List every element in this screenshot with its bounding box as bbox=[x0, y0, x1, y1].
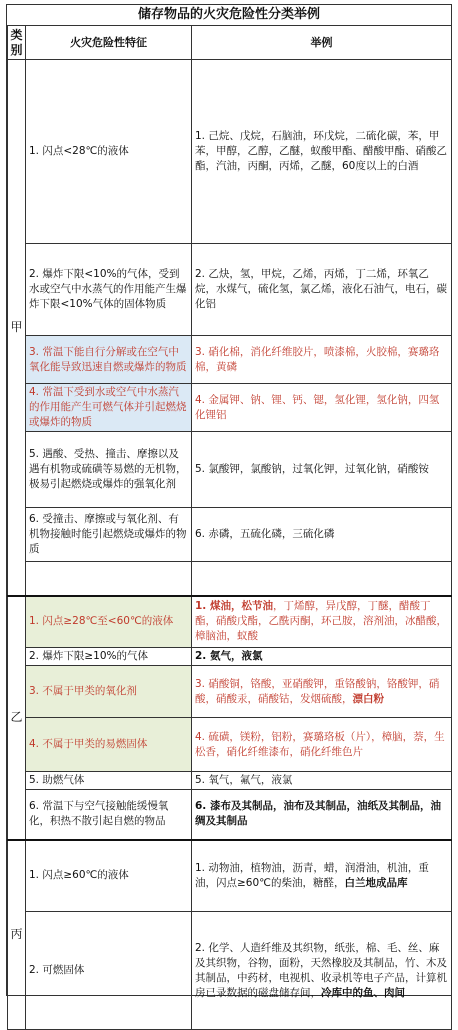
example-rest: ，丁烯醇，异戊醇，丁醚，醋酸丁酯，硝酸戊酯，乙酰丙酮，环己胺，溶剂油，冰醋酸，樟脑油，蚁酸 bbox=[195, 600, 447, 643]
empty-cell bbox=[26, 562, 192, 596]
empty-cell bbox=[192, 562, 452, 596]
table-row bbox=[8, 790, 452, 840]
category-bing: 丙 bbox=[8, 840, 26, 1030]
table-row bbox=[8, 666, 452, 718]
feature-cell: 2. 可燃固体 bbox=[26, 912, 192, 1030]
category-jia: 甲 bbox=[8, 60, 26, 596]
header-example: 举例 bbox=[192, 26, 452, 60]
table-row bbox=[8, 384, 452, 432]
feature-cell: 4. 常温下受到水或空气中水蒸汽的作用能产生可燃气体并引起燃烧或爆炸的物质 bbox=[26, 384, 192, 432]
table-row bbox=[8, 336, 452, 384]
example-cell: 6. 赤磷，五硫化磷，三硫化磷 bbox=[192, 508, 452, 562]
table-row bbox=[8, 508, 452, 562]
example-rest: 2. 化学、人造纤维及其织物，纸张，棉、毛、丝、麻及其织物，谷物，面粉，天然橡胶及其制品，竹、木及其制品，中药材，电视机、收录机等电子产品，计算机房已录数据的磁盘储存间， bbox=[195, 941, 447, 999]
table-row bbox=[8, 648, 452, 666]
header-feature: 火灾危险性特征 bbox=[26, 26, 192, 60]
example-cell: 4. 金属钾、钠、锂、钙、锶，氢化锂，氢化钠，四氢化锂铝 bbox=[192, 384, 452, 432]
table-row bbox=[8, 912, 452, 1030]
feature-cell: 1. 闪点≥28℃至<60℃的液体 bbox=[26, 596, 192, 648]
example-bold: 冷库中的鱼、肉间 bbox=[321, 986, 405, 999]
header-category: 类别 bbox=[8, 26, 26, 60]
table-row bbox=[8, 840, 452, 912]
example-cell: 5. 氧气，氟气，液氯 bbox=[192, 772, 452, 790]
example-bold: 白兰地成品库 bbox=[344, 876, 408, 889]
feature-cell: 5. 助燃气体 bbox=[26, 772, 192, 790]
example-cell bbox=[192, 666, 452, 718]
example-rest: 3. 硝酸铜，铬酸，亚硝酸钾，重铬酸钠，铬酸钾，硝酸，硝酸汞，硝酸钴，发烟硫酸， bbox=[195, 677, 440, 705]
feature-cell: 3. 不属于甲类的氧化剂 bbox=[26, 666, 192, 718]
feature-cell: 2. 爆炸下限<10%的气体，受到水或空气中水蒸气的作用能产生爆炸下限<10%气体的固体物质 bbox=[26, 244, 192, 336]
empty-row bbox=[8, 562, 452, 596]
example-bold: 漂白粉 bbox=[352, 692, 384, 705]
example-cell: 1. 己烷、戊烷，石脑油，环戊烷，二硫化碳，苯，甲苯，甲醇，乙醇，乙醚，蚁酸甲酯、醋酸甲酯、硝酸乙酯，汽油，丙酮，丙烯，乙醚，60度以上的白酒 bbox=[192, 60, 452, 244]
table-row bbox=[8, 596, 452, 648]
example-cell: 5. 氯酸钾，氯酸钠，过氧化钾，过氧化钠，硝酸铵 bbox=[192, 432, 452, 508]
example-cell: 2. 氨气，液氯 bbox=[192, 648, 452, 666]
table-row bbox=[8, 432, 452, 508]
category-yi: 乙 bbox=[8, 596, 26, 840]
example-cell: 2. 乙炔，氢，甲烷，乙烯，丙烯，丁二烯，环氧乙烷，水煤气，硫化氢，氯乙烯，液化石油气，电石，碳化铝 bbox=[192, 244, 452, 336]
feature-cell: 1. 闪点<28℃的液体 bbox=[26, 60, 192, 244]
example-cell: 3. 硝化棉，消化纤维胶片，喷漆棉，火胶棉，赛璐珞棉，黄磷 bbox=[192, 336, 452, 384]
table-row bbox=[8, 244, 452, 336]
example-rest: 1. 动物油，植物油，沥青，蜡，润滑油，机油，重油，闪点≥60℃的柴油，糖醛， bbox=[195, 861, 429, 889]
feature-cell: 2. 爆炸下限≥10%的气体 bbox=[26, 648, 192, 666]
page-title: 储存物品的火灾危险性分类举例 bbox=[7, 5, 451, 26]
table-row bbox=[8, 772, 452, 790]
feature-cell: 4. 不属于甲类的易燃固体 bbox=[26, 718, 192, 772]
example-cell: 4. 硫磺，镁粉，铝粉，赛璐珞板（片），樟脑，萘，生松香，硝化纤维漆布，硝化纤维色片 bbox=[192, 718, 452, 772]
table-row bbox=[8, 718, 452, 772]
example-bold: 1. 煤油，松节油 bbox=[195, 600, 273, 613]
header-row bbox=[8, 26, 452, 60]
feature-cell: 5. 遇酸、受热、撞击、摩擦以及遇有机物或硫磺等易燃的无机物，极易引起燃烧或爆炸的强氧化剂 bbox=[26, 432, 192, 508]
example-cell bbox=[192, 596, 452, 648]
example-cell bbox=[192, 840, 452, 912]
classification-sheet bbox=[6, 4, 452, 999]
feature-cell: 3. 常温下能自行分解或在空气中氧化能导致迅速自燃或爆炸的物质 bbox=[26, 336, 192, 384]
feature-cell: 6. 常温下与空气接触能缓慢氧化，积热不散引起自燃的物品 bbox=[26, 790, 192, 840]
classification-table bbox=[7, 25, 452, 1030]
feature-cell: 1. 闪点≥60℃的液体 bbox=[26, 840, 192, 912]
table-row bbox=[8, 60, 452, 244]
example-cell: 6. 漆布及其制品，油布及其制品，油纸及其制品，油绸及其制品 bbox=[192, 790, 452, 840]
feature-cell: 6. 受撞击、摩擦或与氧化剂、有机物接触时能引起燃烧或爆炸的物质 bbox=[26, 508, 192, 562]
example-cell bbox=[192, 912, 452, 1030]
